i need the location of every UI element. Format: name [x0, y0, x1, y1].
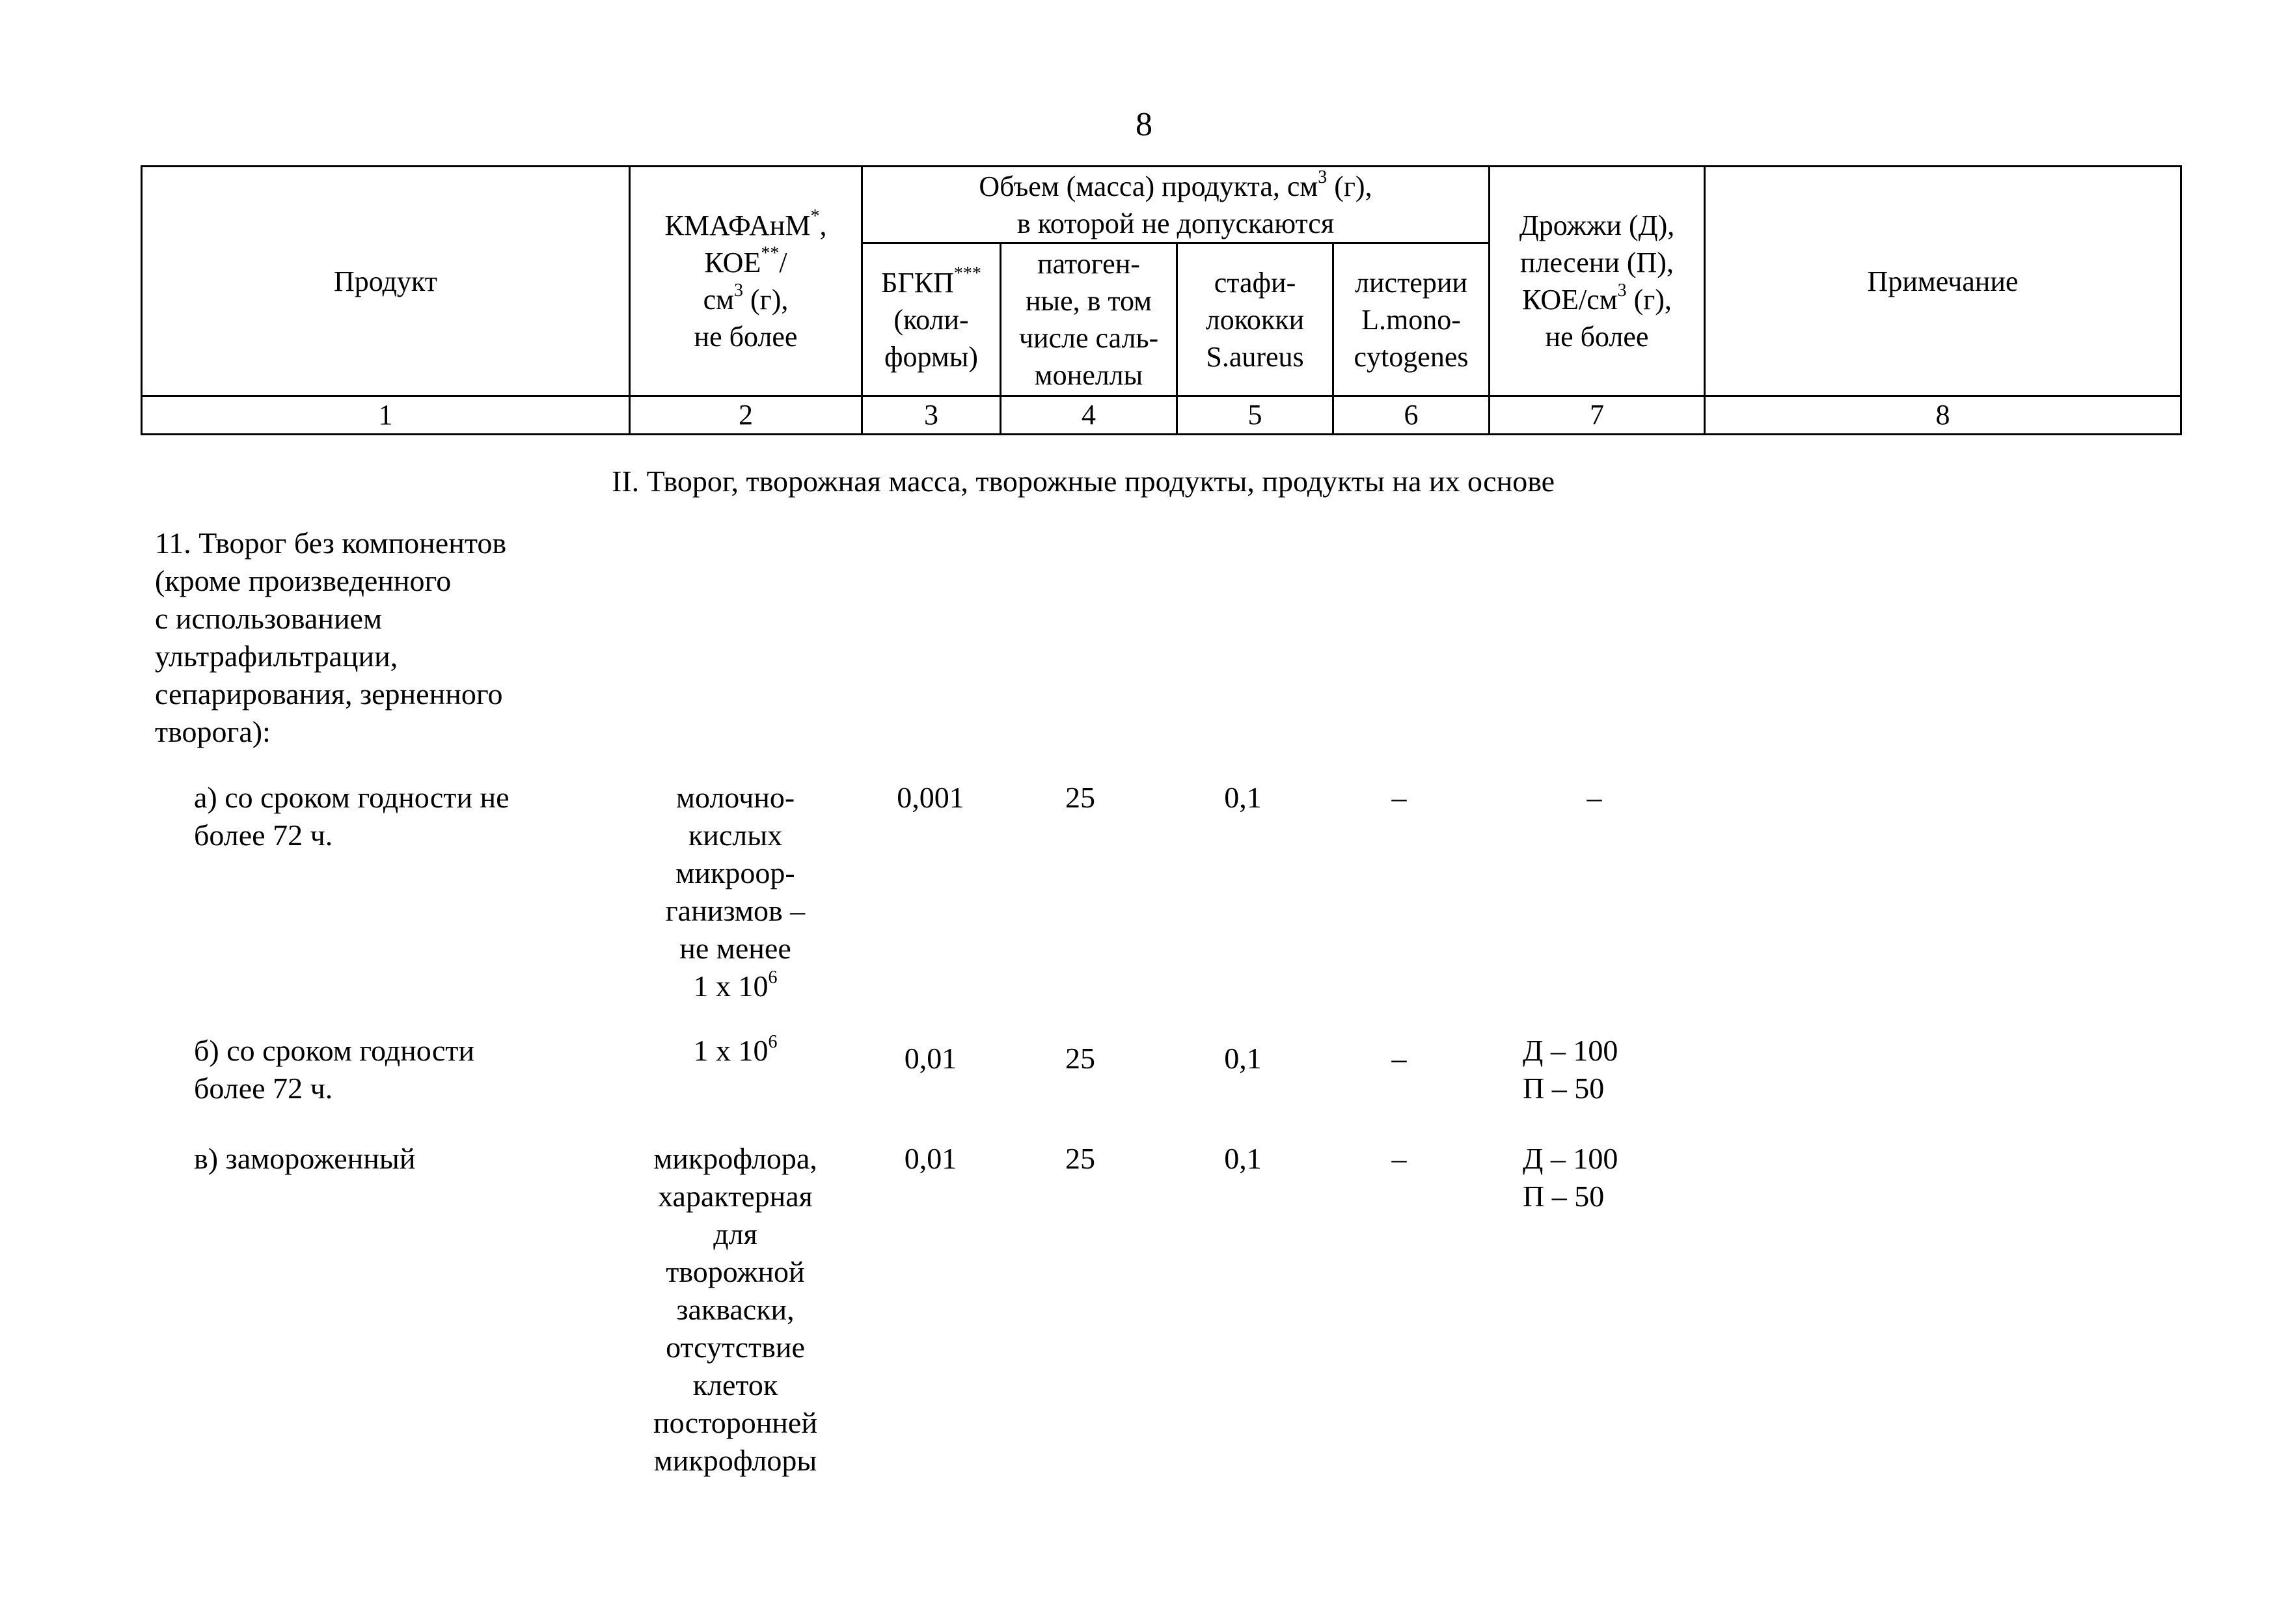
row-c-listeria: –	[1391, 1142, 1407, 1175]
row-b-listeria: –	[1391, 1042, 1407, 1075]
header-listeria: листерии L.mono- cytogenes	[1333, 243, 1490, 396]
header-yeast: Дрожжи (Д), плесени (П), КОЕ/$см^3$ (г), не более	[1490, 167, 1705, 396]
header-pathogens: патоген- ные, в том числе саль- монеллы	[1001, 243, 1177, 396]
page-number: 8	[1136, 106, 1152, 143]
header-staph: стафи- лококки S.aureus	[1177, 243, 1333, 396]
column-number: 3	[862, 396, 1001, 435]
row-a-product: а) со сроком годности не более 72 ч.	[194, 781, 510, 852]
row-b-kmafanm: 1 x $10^6$	[693, 1031, 778, 1067]
header-volume-group: Объем (масса) продукта, $см^3$ (г), в которой не допускаются	[862, 167, 1490, 243]
row-b-pathogens: 25	[1065, 1042, 1095, 1075]
column-number: 4	[1001, 396, 1177, 435]
row-b-yeast: Д – 100 П – 50	[1523, 1034, 1618, 1105]
column-number: 5	[1177, 396, 1333, 435]
header-kmafanm: КМАФАнМ*, КОЕ**/ $см^3$ (г), не более	[630, 167, 862, 396]
row-b-product: б) со сроком годности более 72 ч.	[194, 1034, 475, 1105]
header-table	[141, 165, 2182, 435]
header-note: Примечание	[1705, 167, 2181, 396]
header-bgkp: БГКП*** (коли- формы)	[862, 243, 1001, 396]
row-a-pathogens: 25	[1065, 781, 1095, 814]
row-a-yeast: –	[1587, 781, 1602, 814]
row-a-staph: 0,1	[1224, 781, 1262, 814]
row-c-yeast: Д – 100 П – 50	[1523, 1142, 1618, 1213]
row-b-staph: 0,1	[1224, 1042, 1262, 1075]
header-product: Продукт	[142, 167, 630, 396]
row-c-staph: 0,1	[1224, 1142, 1262, 1175]
row-a-kmafanm: молочно- кислых микроор- ганизмов – не менее 1 x $10^6$	[665, 781, 806, 1003]
row-c-pathogens: 25	[1065, 1142, 1095, 1175]
column-number: 6	[1333, 396, 1490, 435]
row-b-bgkp: 0,01	[904, 1042, 957, 1075]
item-11-title: 11. Творог без компонентов (кроме произведенного с использованием ультрафильтрации, сепарирования, зерненного творога):	[155, 526, 507, 748]
section-title: II. Творог, творожная масса, творожные продукты, продукты на их основе	[612, 465, 1555, 498]
column-number: 7	[1490, 396, 1705, 435]
row-c-kmafanm: микрофлора, характерная для творожной закваски, отсутствие клеток посторонней микрофлоры	[653, 1142, 817, 1477]
column-number: 8	[1705, 396, 2181, 435]
row-a-bgkp: 0,001	[897, 781, 964, 814]
row-c-bgkp: 0,01	[904, 1142, 957, 1175]
column-number: 1	[142, 396, 630, 435]
row-a-listeria: –	[1391, 781, 1407, 814]
row-c-product: в) замороженный	[194, 1142, 416, 1175]
column-number: 2	[630, 396, 862, 435]
